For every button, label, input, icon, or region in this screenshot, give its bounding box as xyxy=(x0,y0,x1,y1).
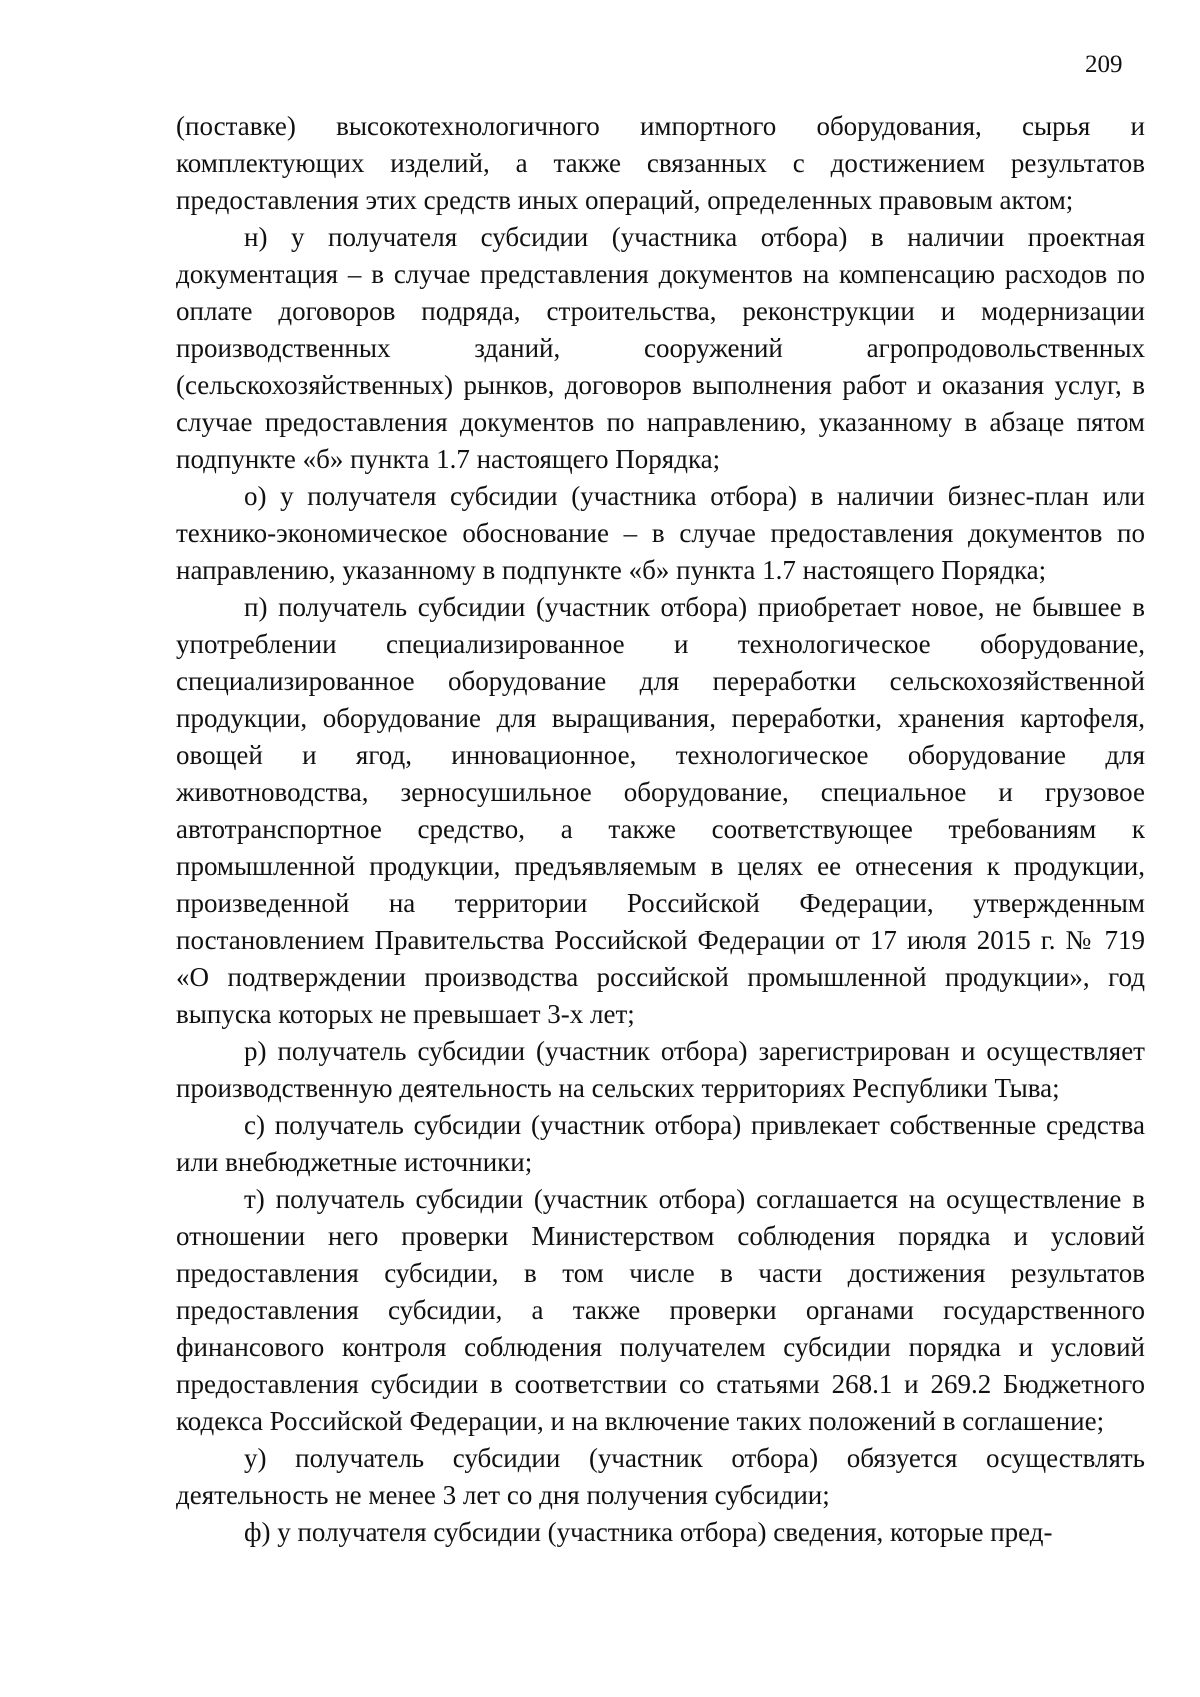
paragraph-item-t: т) получатель субсидии (участник отбора) соглашается на осуществление в отношении него проверки Министерством соблюдения порядка и условий предоставления субсидии, в том числе в части достижения результатов предоставления субсидии, а также проверки органами государственного финансового контроля соблюдения получателем субсидии порядка и условий предоставления субсидии в соответствии со статьями 268.1 и 269.2 Бюджетного кодекса Российской Федерации, и на включение таких положений в соглашение; xyxy=(176,1184,1145,1436)
paragraph-item-r: р) получатель субсидии (участник отбора) зарегистрирован и осуществляет производственную деятельность на сельских территориях Республики Тыва; xyxy=(176,1036,1145,1103)
paragraph-item-n: н) у получателя субсидии (участника отбора) в наличии проектная документация – в случае представления документов на компенсацию расходов по оплате договоров подряда, строительства, реконструкции и модернизации производственных зданий, сооружений агропродовольственных (сельскохозяйственных) рынков, договоров выполнения работ и оказания услуг, в случае предоставления документов по направлению, указанному в абзаце пятом подпункте «б» пункта 1.7 настоящего Порядка; xyxy=(176,222,1145,474)
paragraph-item-p: п) получатель субсидии (участник отбора) приобретает новое, не бывшее в употреблении специализированное и технологическое оборудование, специализированное оборудование для переработки сельскохозяйственной продукции, оборудование для выращивания, переработки, хранения картофеля, овощей и ягод, инновационное, технологическое оборудование для животноводства, зерносушильное оборудование, специальное и грузовое автотранспортное средство, а также соответствующее требованиям к промышленной продукции, предъявляемым в целях ее отнесения к продукции, произведенной на территории Российской Федерации, утвержденным постановлением Правительства Российской Федерации от 17 июля 2015 г. № 719 «О подтверждении производства российской промышленной продукции», год выпуска которых не превышает 3-х лет; xyxy=(176,592,1145,1029)
paragraph-continuation: (поставке) высокотехнологичного импортного оборудования, сырья и комплектующих изделий, а также связанных с достижением результатов предоставления этих средств иных операций, определенных правовым актом; xyxy=(176,111,1145,215)
page-number: 209 xyxy=(1085,51,1123,78)
paragraph-item-o: о) у получателя субсидии (участника отбора) в наличии бизнес-план или технико-экономическое обоснование – в случае предоставления документов по направлению, указанному в подпункте «б» пункта 1.7 настоящего Порядка; xyxy=(176,481,1145,585)
paragraph-item-f: ф) у получателя субсидии (участника отбора) сведения, которые пред- xyxy=(244,1517,1053,1547)
paragraph-item-u: у) получатель субсидии (участник отбора) обязуется осуществлять деятельность не менее 3 лет со дня получения субсидии; xyxy=(176,1443,1145,1510)
document-body xyxy=(176,108,1145,1551)
paragraph-item-s: с) получатель субсидии (участник отбора) привлекает собственные средства или внебюджетные источники; xyxy=(176,1110,1145,1177)
